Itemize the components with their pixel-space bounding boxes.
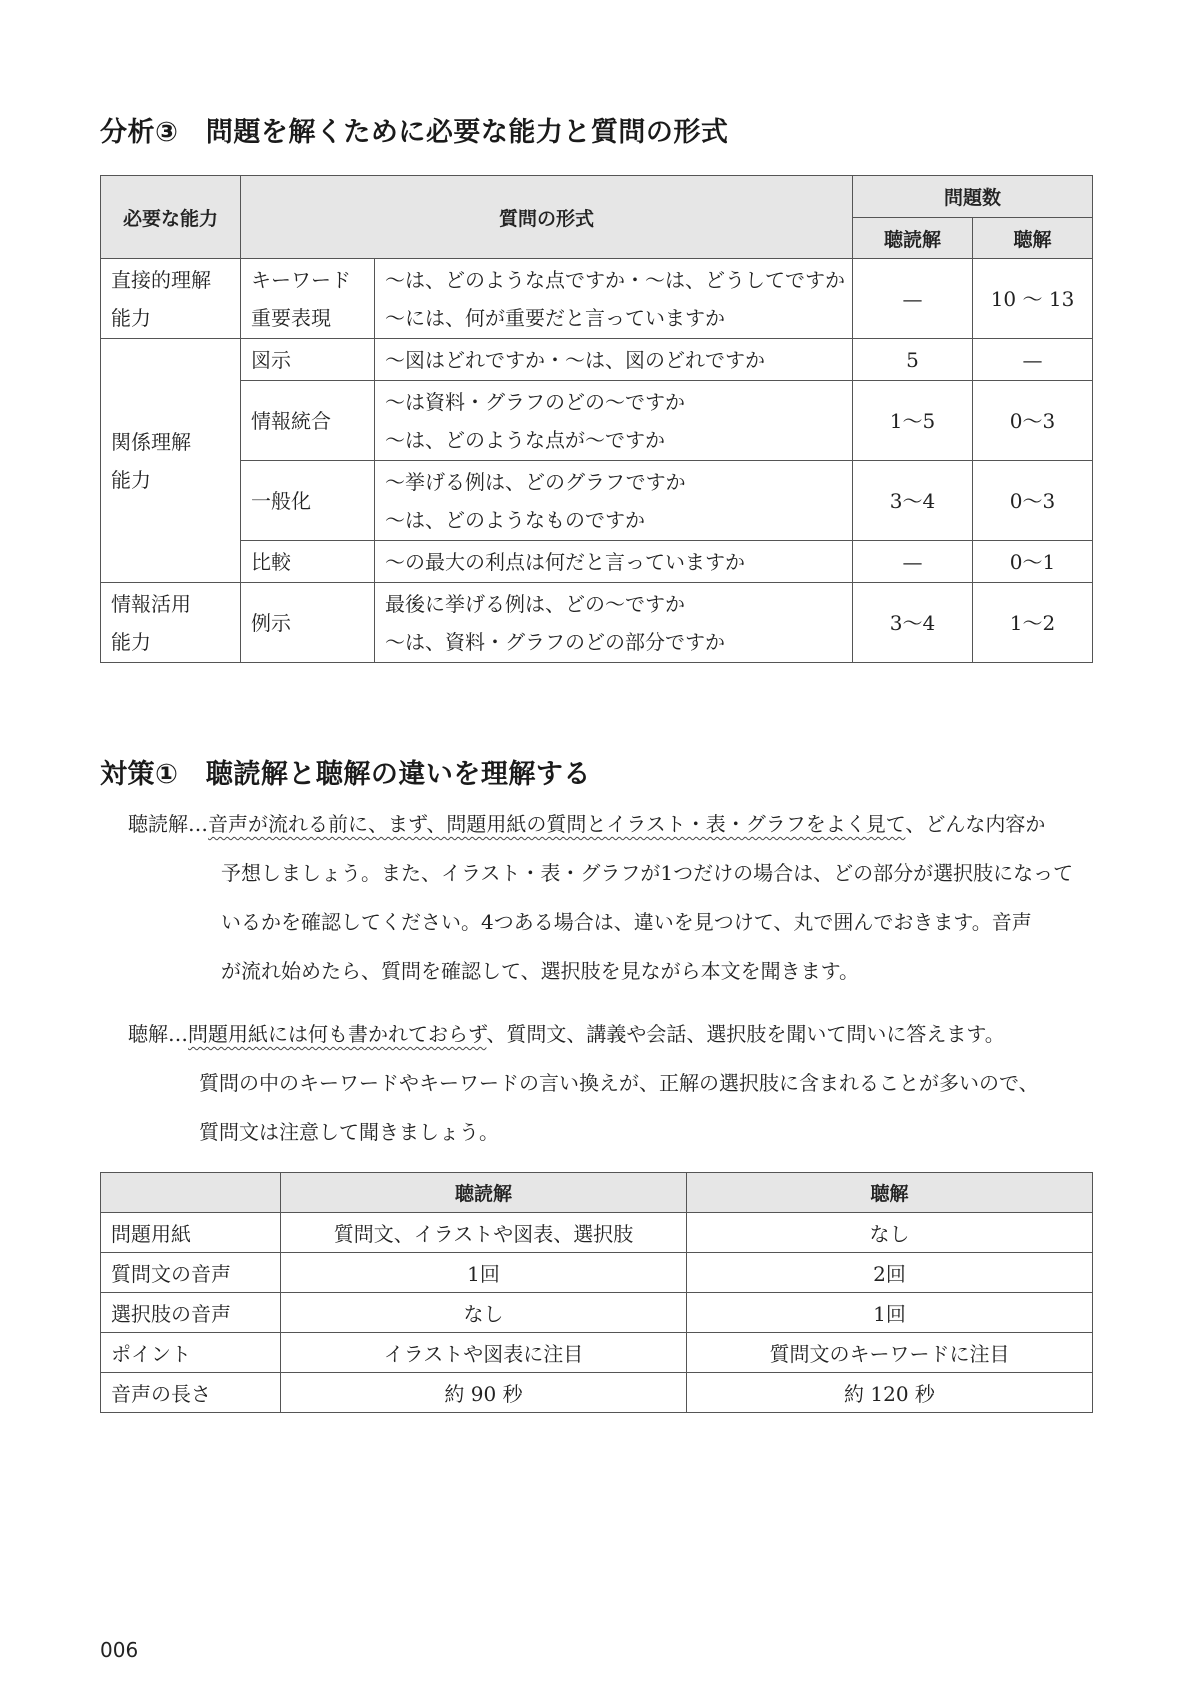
wavy-emphasis: 音声が流れる前に、まず、問題用紙の質問とイラスト・表・グラフをよく見て <box>208 812 906 836</box>
row-label: ポイント <box>101 1333 281 1373</box>
count-choukai: — <box>973 339 1093 381</box>
table-row <box>101 1333 1093 1373</box>
table-row <box>101 583 1093 663</box>
page-number: 006 <box>100 1638 139 1662</box>
type-cell: 図示 <box>241 339 375 381</box>
para-label: 聴読解… <box>128 812 208 836</box>
cell-choukai: 2回 <box>687 1253 1093 1293</box>
ability-cell: 直接的理解 能力 <box>101 259 241 339</box>
question-cell: 最後に挙げる例は、どの〜ですか 〜は、資料・グラフのどの部分ですか <box>375 583 853 663</box>
row-label: 選択肢の音声 <box>101 1293 281 1333</box>
cell-choudokkai: 質問文、イラストや図表、選択肢 <box>281 1213 687 1253</box>
table-row <box>101 339 1093 381</box>
count-choudokkai: 1〜5 <box>853 381 973 461</box>
row-label: 問題用紙 <box>101 1213 281 1253</box>
header-count: 問題数 <box>853 176 1093 218</box>
table-row <box>101 381 1093 461</box>
table-row <box>101 1213 1093 1253</box>
header-choukai: 聴解 <box>973 218 1093 259</box>
paragraph-choudokkai: 聴読解…音声が流れる前に、まず、問題用紙の質問とイラスト・表・グラフをよく見て、どんな内容か 予想しましょう。また、イラスト・表・グラフが1つだけの場合は、どの部分が選択肢になって いるかを確認してください。4つある場合は、違いを見つけて、丸で囲んでおきます。音声 が流れ始めたら、質問を確認して、選択肢を見ながら本文を聞きます。 <box>128 812 1074 983</box>
ability-cell: 関係理解 能力 <box>101 339 241 583</box>
table-row <box>101 1253 1093 1293</box>
cell-choukai: 質問文のキーワードに注目 <box>687 1333 1093 1373</box>
cell-choukai: 1回 <box>687 1293 1093 1333</box>
row-label: 音声の長さ <box>101 1373 281 1413</box>
count-choukai: 0〜3 <box>973 461 1093 541</box>
cell-choudokkai: 約 90 秒 <box>281 1373 687 1413</box>
cell-choukai: 約 120 秒 <box>687 1373 1093 1413</box>
question-cell: 〜の最大の利点は何だと言っていますか <box>375 541 853 583</box>
count-choudokkai: — <box>853 259 973 339</box>
section1-heading: 分析③ 問題を解くために必要な能力と質問の形式 <box>100 117 729 148</box>
type-cell: 例示 <box>241 583 375 663</box>
header-choudokkai: 聴読解 <box>853 218 973 259</box>
type-cell: 比較 <box>241 541 375 583</box>
table-row <box>101 541 1093 583</box>
cell-choukai: なし <box>687 1213 1093 1253</box>
ability-cell: 情報活用 能力 <box>101 583 241 663</box>
count-choukai: 10 〜 13 <box>973 259 1093 339</box>
header-ability: 必要な能力 <box>101 176 241 259</box>
cell-choudokkai: イラストや図表に注目 <box>281 1333 687 1373</box>
question-cell: 〜は、どのような点ですか・〜は、どうしてですか 〜には、何が重要だと言っていますか <box>375 259 853 339</box>
question-cell: 〜図はどれですか・〜は、図のどれですか <box>375 339 853 381</box>
count-choudokkai: 3〜4 <box>853 583 973 663</box>
table-row <box>101 1293 1093 1333</box>
table-row <box>101 461 1093 541</box>
type-cell: 一般化 <box>241 461 375 541</box>
type-cell: キーワード 重要表現 <box>241 259 375 339</box>
row-label: 質問文の音声 <box>101 1253 281 1293</box>
comparison-table <box>100 1172 1093 1413</box>
question-cell: 〜は資料・グラフのどの〜ですか 〜は、どのような点が〜ですか <box>375 381 853 461</box>
type-cell: 情報統合 <box>241 381 375 461</box>
section2-heading: 対策① 聴読解と聴解の違いを理解する <box>100 759 591 790</box>
header-choukai: 聴解 <box>687 1173 1093 1213</box>
header-choudokkai: 聴読解 <box>281 1173 687 1213</box>
count-choukai: 1〜2 <box>973 583 1093 663</box>
table-row <box>101 259 1093 339</box>
count-choudokkai: 5 <box>853 339 973 381</box>
paragraph-choukai: 聴解…問題用紙には何も書かれておらず、質問文、講義や会話、選択肢を聞いて問いに答えます。 質問の中のキーワードやキーワードの言い換えが、正解の選択肢に含まれることが多いので、 質問文は注意して聞きましょう。 <box>128 1022 1039 1144</box>
header-empty <box>101 1173 281 1213</box>
table-row <box>101 1373 1093 1413</box>
count-choukai: 0〜3 <box>973 381 1093 461</box>
para-label: 聴解… <box>128 1022 188 1046</box>
question-cell: 〜挙げる例は、どのグラフですか 〜は、どのようなものですか <box>375 461 853 541</box>
count-choukai: 0〜1 <box>973 541 1093 583</box>
count-choudokkai: 3〜4 <box>853 461 973 541</box>
ability-format-table <box>100 175 1093 663</box>
wavy-emphasis: 問題用紙には何も書かれておらず <box>188 1022 487 1046</box>
count-choudokkai: — <box>853 541 973 583</box>
cell-choudokkai: 1回 <box>281 1253 687 1293</box>
header-format: 質問の形式 <box>241 176 853 259</box>
cell-choudokkai: なし <box>281 1293 687 1333</box>
